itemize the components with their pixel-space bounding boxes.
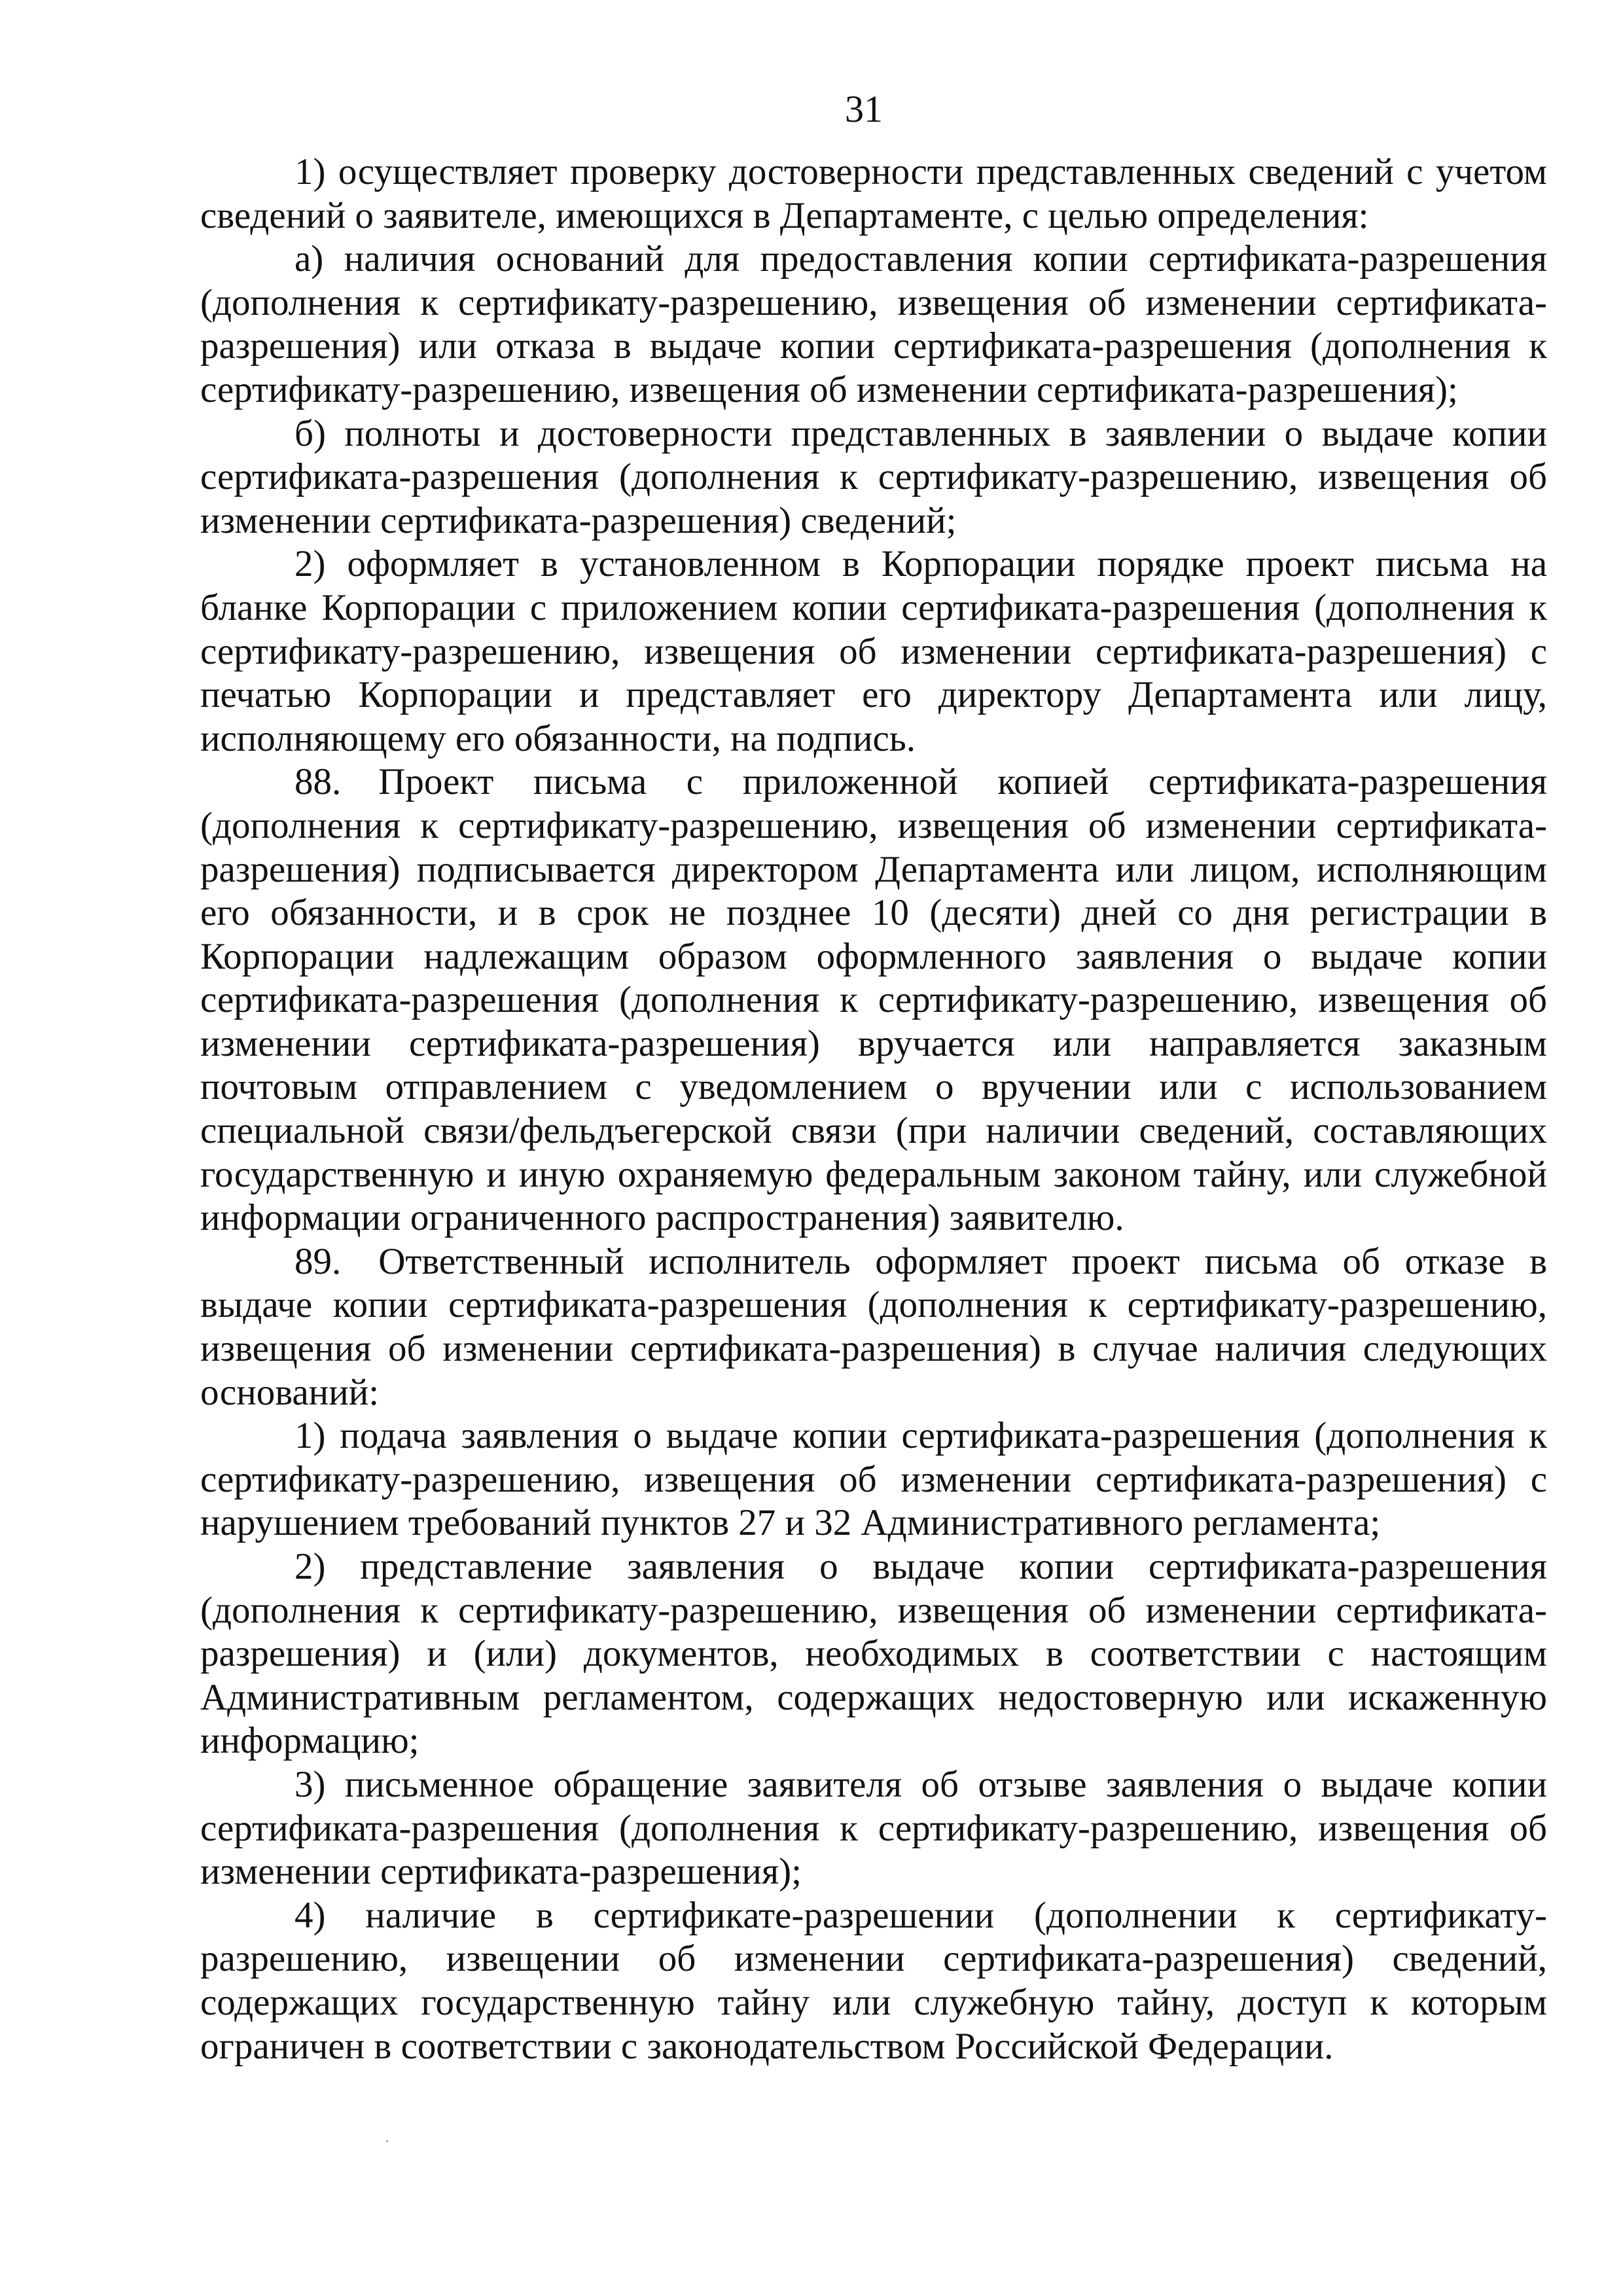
scan-speck xyxy=(386,2140,388,2142)
paragraph-89-4: 4) наличие в сертификате-разрешении (дополнении к сертификату-разрешению, извещении об изменении сертификата-разрешения) сведений, содержащих государственную тайну или служебную тайну, доступ к которым ограничен в соответствии с законодательством Российской Федерации. xyxy=(200,1894,1547,2067)
paragraph-1-verification: 1) осуществляет проверку достоверности представленных сведений с учетом сведений о заявителе, имеющихся в Департаменте, с целью определения: xyxy=(200,151,1547,236)
document-body xyxy=(200,151,1547,2068)
paragraph-89-2: 2) представление заявления о выдаче копии сертификата-разрешения (дополнения к сертификату-разрешению, извещения об изменении сертификата-разрешения) и (или) документов, необходимых в соответствии с настоящим Административным регламентом, содержащих недостоверную или искаженную информацию; xyxy=(200,1546,1547,1762)
paragraph-89-1: 1) подача заявления о выдаче копии сертификата-разрешения (дополнения к сертификату-разрешению, извещения об изменении сертификата-разрешения) с нарушением требований пунктов 27 и 32 Административного регламента; xyxy=(200,1415,1547,1544)
paragraph-1a-grounds: а) наличия оснований для предоставления копии сертификата-разрешения (дополнения к сертификату-разрешению, извещения об изменении сертификата-разрешения) или отказа в выдаче копии сертификата-разрешения (дополнения к сертификату-разрешению, извещения об изменении сертификата-разрешения); xyxy=(200,238,1547,410)
paragraph-89: 89. Ответственный исполнитель оформляет проект письма об отказе в выдаче копии сертификата-разрешения (дополнения к сертификату-разрешению, извещения об изменении сертификата-разрешения) в случае наличия следующих оснований: xyxy=(200,1240,1547,1413)
page-number: 31 xyxy=(845,88,883,130)
paragraph-89-3: 3) письменное обращение заявителя об отзыве заявления о выдаче копии сертификата-разрешения (дополнения к сертификату-разрешению, извещения об изменении сертификата-разрешения); xyxy=(200,1763,1547,1893)
paragraph-88: 88. Проект письма с приложенной копией сертификата-разрешения (дополнения к сертификату-разрешению, извещения об изменении сертификата-разрешения) подписывается директором Департамента или лицом, исполняющим его обязанности, и в срок не позднее 10 (десяти) дней со дня регистрации в Корпорации надлежащим образом оформленного заявления о выдаче копии сертификата-разрешения (дополнения к сертификату-разрешению, извещения об изменении сертификата-разрешения) вручается или направляется заказным почтовым отправлением с уведомлением о вручении или с использованием специальной связи/фельдъегерской связи (при наличии сведений, составляющих государственную и иную охраняемую федеральным законом тайну, или служебной информации ограниченного распространения) заявителю. xyxy=(200,761,1547,1239)
paragraph-2-draft-letter: 2) оформляет в установленном в Корпорации порядке проект письма на бланке Корпорации с приложением копии сертификата-разрешения (дополнения к сертификату-разрешению, извещения об изменении сертификата-разрешения) с печатью Корпорации и представляет его директору Департамента или лицу, исполняющему его обязанности, на подпись. xyxy=(200,543,1547,759)
paragraph-1b-completeness: б) полноты и достоверности представленных в заявлении о выдаче копии сертификата-разрешения (дополнения к сертификату-разрешению, извещения об изменении сертификата-разрешения) сведений; xyxy=(200,412,1547,541)
